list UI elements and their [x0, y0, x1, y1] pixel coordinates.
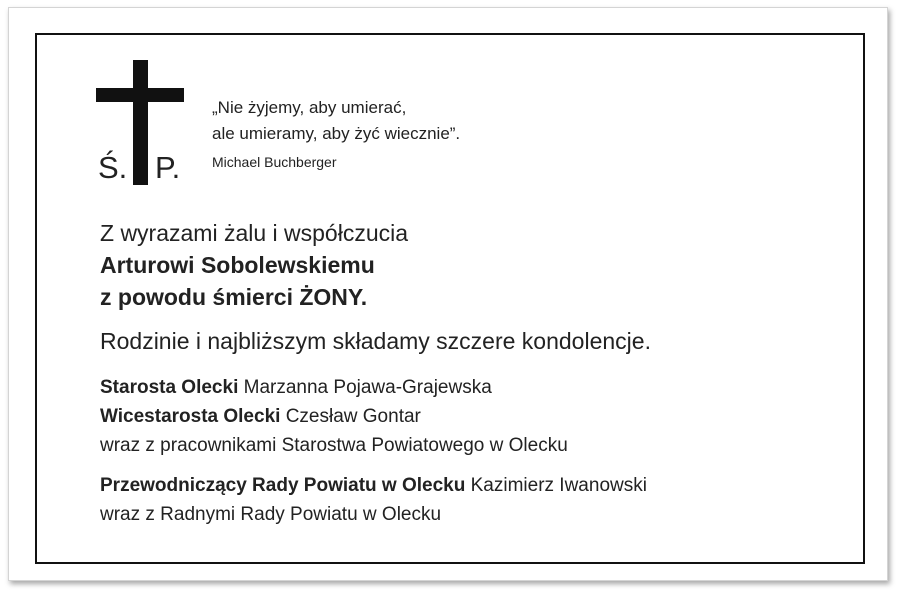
signer-name: Kazimierz Iwanowski: [465, 475, 647, 496]
signer-title: Przewodniczący Rady Powiatu w Olecku: [100, 475, 466, 496]
signer-title: Starosta Olecki: [100, 377, 239, 398]
message-line-1: Z wyrazami żalu i współczucia: [100, 220, 409, 246]
quote-line-2: ale umieramy, aby żyć wiecznie”.: [212, 124, 461, 143]
condolence-line: Rodzinie i najbliższym składamy szczere kondolencje.: [100, 328, 651, 354]
sp-initial-right: P.: [155, 150, 181, 185]
sp-initial-left: Ś.: [98, 150, 128, 185]
recipient-name: Arturowi Sobolewskiemu: [100, 252, 375, 278]
signers-block-1: [100, 373, 568, 460]
signer-wicestarosta: [100, 402, 568, 431]
cross-horizontal-bar: [96, 88, 184, 102]
signer-starosta: [100, 373, 568, 402]
signer-name: Marzanna Pojawa-Grajewska: [238, 377, 492, 398]
signers-block-2: [100, 471, 647, 529]
signer-chairman: [100, 471, 647, 500]
quote-block: [212, 95, 460, 147]
quote-line-1: „Nie żyjemy, aby umierać,: [212, 98, 407, 117]
quote-author: Michael Buchberger: [212, 154, 337, 170]
signer-note-council: wraz z Radnymi Rady Powiatu w Olecku: [100, 504, 442, 525]
cross-vertical-bar: [133, 60, 148, 185]
condolence-message: [100, 217, 408, 313]
signer-note-staff: wraz z pracownikami Starostwa Powiatowego w Olecku: [100, 435, 568, 456]
signer-name: Czesław Gontar: [280, 406, 421, 427]
reason-line: z powodu śmierci ŻONY.: [100, 284, 368, 310]
signer-title: Wicestarosta Olecki: [100, 406, 281, 427]
